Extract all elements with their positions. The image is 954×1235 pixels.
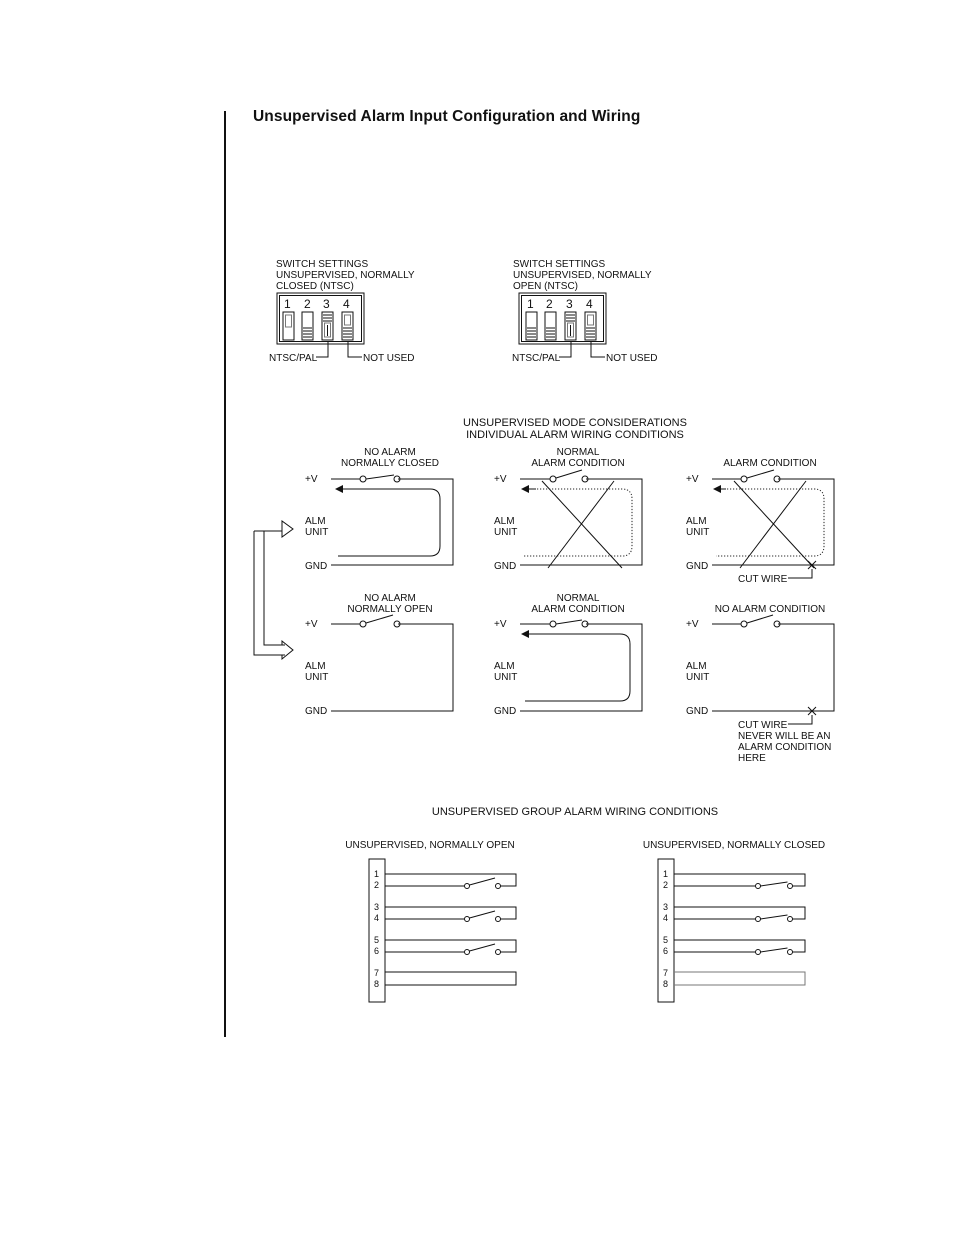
panel-nc-normal: [494, 447, 642, 572]
pin-number: 7: [374, 968, 380, 978]
switch-closed: [556, 620, 582, 624]
switch-open: [470, 944, 496, 951]
switch-nc-label-left: NTSC/PAL: [269, 353, 318, 364]
terminal-unit-label: UNIT: [305, 672, 329, 683]
switch-settings-normally-closed: [269, 259, 415, 364]
dip-number: 4: [586, 297, 593, 311]
cut-wire-note: ALARM CONDITION: [738, 742, 832, 753]
page-title: Unsupervised Alarm Input Configuration and Wiring: [253, 108, 641, 125]
terminal-unit-label: UNIT: [494, 672, 518, 683]
switch-closed: [366, 475, 394, 479]
switch-open: [470, 878, 496, 885]
pin-number: 2: [663, 880, 669, 890]
panel-no-normal: [494, 593, 642, 717]
terminal-unit-label: UNIT: [686, 527, 710, 538]
dip-toggle: [342, 312, 353, 340]
pin-number: 2: [374, 880, 380, 890]
switch-no-caption-1: SWITCH SETTINGS: [513, 259, 606, 270]
panel-label: NORMALLY OPEN: [347, 604, 433, 615]
terminal-alm-label: ALM: [305, 661, 326, 672]
cut-wire-note: NEVER WILL BE AN: [738, 731, 831, 742]
switch-open: [366, 615, 393, 623]
panel-label: NO ALARM CONDITION: [714, 604, 826, 615]
group-left-label: UNSUPERVISED, NORMALLY OPEN: [345, 840, 515, 851]
switch-open: [556, 470, 582, 478]
individual-title-2: INDIVIDUAL ALARM WIRING CONDITIONS: [466, 429, 684, 441]
switch-closed: [761, 882, 788, 886]
individual-title-1: UNSUPERVISED MODE CONSIDERATIONS: [463, 417, 687, 429]
terminal-gnd-label: GND: [305, 561, 328, 572]
panel-no-alarm: [686, 604, 834, 764]
cross-out: [542, 481, 622, 568]
group-normally-open: [345, 840, 516, 1002]
panel-label: ALARM CONDITION: [531, 458, 625, 469]
dip-toggle: [526, 312, 537, 340]
terminal-unit-label: UNIT: [494, 527, 518, 538]
pin-number: 4: [663, 913, 669, 923]
dip-number: 2: [546, 297, 553, 311]
panel-label: NO ALARM: [364, 447, 416, 458]
terminal-unit-label: UNIT: [686, 672, 710, 683]
terminal-alm-label: ALM: [305, 516, 326, 527]
dip-number: 3: [323, 297, 330, 311]
terminal-gnd-label: GND: [686, 706, 709, 717]
cut-wire-label: CUT WIRE: [738, 720, 788, 731]
dip-number: 2: [304, 297, 311, 311]
dip-number: 1: [527, 297, 534, 311]
pin-number: 5: [374, 935, 380, 945]
terminal-gnd-label: GND: [686, 561, 709, 572]
panel-nc-alarm: [686, 458, 834, 585]
pin-number: 3: [663, 902, 669, 912]
terminal-v-label: +V: [686, 619, 699, 630]
cut-wire-note: HERE: [738, 753, 766, 764]
pin-number: 8: [374, 979, 380, 989]
dip-toggle: [545, 312, 556, 340]
pin-number: 1: [374, 869, 380, 879]
pin-number: 6: [374, 946, 380, 956]
group-right-label: UNSUPERVISED, NORMALLY CLOSED: [642, 840, 826, 851]
dip-toggle: [585, 312, 596, 340]
switch-nc-caption-2: UNSUPERVISED, NORMALLY: [276, 270, 415, 281]
terminal-v-label: +V: [305, 474, 318, 485]
switch-nc-caption-1: SWITCH SETTINGS: [276, 259, 369, 270]
terminal-alm-label: ALM: [686, 661, 707, 672]
switch-closed: [761, 948, 788, 952]
panel-label: NORMAL: [556, 447, 600, 458]
pin-number: 7: [663, 968, 669, 978]
group-title: UNSUPERVISED GROUP ALARM WIRING CONDITIONS: [431, 806, 719, 818]
pin-number: 5: [663, 935, 669, 945]
terminal-alm-label: ALM: [494, 661, 515, 672]
dip-number: 1: [284, 297, 291, 311]
terminal-gnd-label: GND: [494, 706, 517, 717]
terminal-gnd-label: GND: [494, 561, 517, 572]
terminal-v-label: +V: [305, 619, 318, 630]
dip-toggle: [283, 312, 294, 340]
switch-open: [747, 615, 773, 623]
jumper: [674, 972, 805, 985]
terminal-v-label: +V: [686, 474, 699, 485]
cut-wire-label: CUT WIRE: [738, 574, 788, 585]
terminal-v-label: +V: [494, 474, 507, 485]
switch-closed: [761, 915, 788, 919]
panel-no-no-alarm: [305, 593, 453, 717]
group-normally-closed: [643, 840, 825, 1002]
switch-no-label-left: NTSC/PAL: [512, 353, 561, 364]
panel-label: NO ALARM: [364, 593, 416, 604]
pin-number: 3: [374, 902, 380, 912]
terminal-alm-label: ALM: [686, 516, 707, 527]
pin-number: 4: [374, 913, 380, 923]
switch-open: [470, 911, 496, 918]
jumper: [385, 972, 516, 985]
cross-out: [734, 481, 814, 568]
terminal-v-label: +V: [494, 619, 507, 630]
switch-nc-caption-3: CLOSED (NTSC): [276, 281, 354, 292]
pin-number: 8: [663, 979, 669, 989]
terminal-unit-label: UNIT: [305, 527, 329, 538]
panel-nc-no-alarm: [305, 447, 453, 572]
pin-number: 6: [663, 946, 669, 956]
dip-number: 4: [343, 297, 350, 311]
panel-label: NORMALLY CLOSED: [341, 458, 439, 469]
panel-label: ALARM CONDITION: [723, 458, 817, 469]
terminal-gnd-label: GND: [305, 706, 328, 717]
dip-toggle: [302, 312, 313, 340]
switch-no-caption-2: UNSUPERVISED, NORMALLY: [513, 270, 652, 281]
terminal-alm-label: ALM: [494, 516, 515, 527]
pin-number: 1: [663, 869, 669, 879]
dip-number: 3: [566, 297, 573, 311]
panel-label: ALARM CONDITION: [531, 604, 625, 615]
switch-nc-label-right: NOT USED: [363, 353, 415, 364]
row-link-bracket: [254, 521, 293, 659]
switch-open: [747, 470, 774, 478]
switch-settings-normally-open: [512, 259, 658, 364]
panel-label: NORMAL: [556, 593, 600, 604]
switch-no-label-right: NOT USED: [606, 353, 658, 364]
switch-no-caption-3: OPEN (NTSC): [513, 281, 578, 292]
